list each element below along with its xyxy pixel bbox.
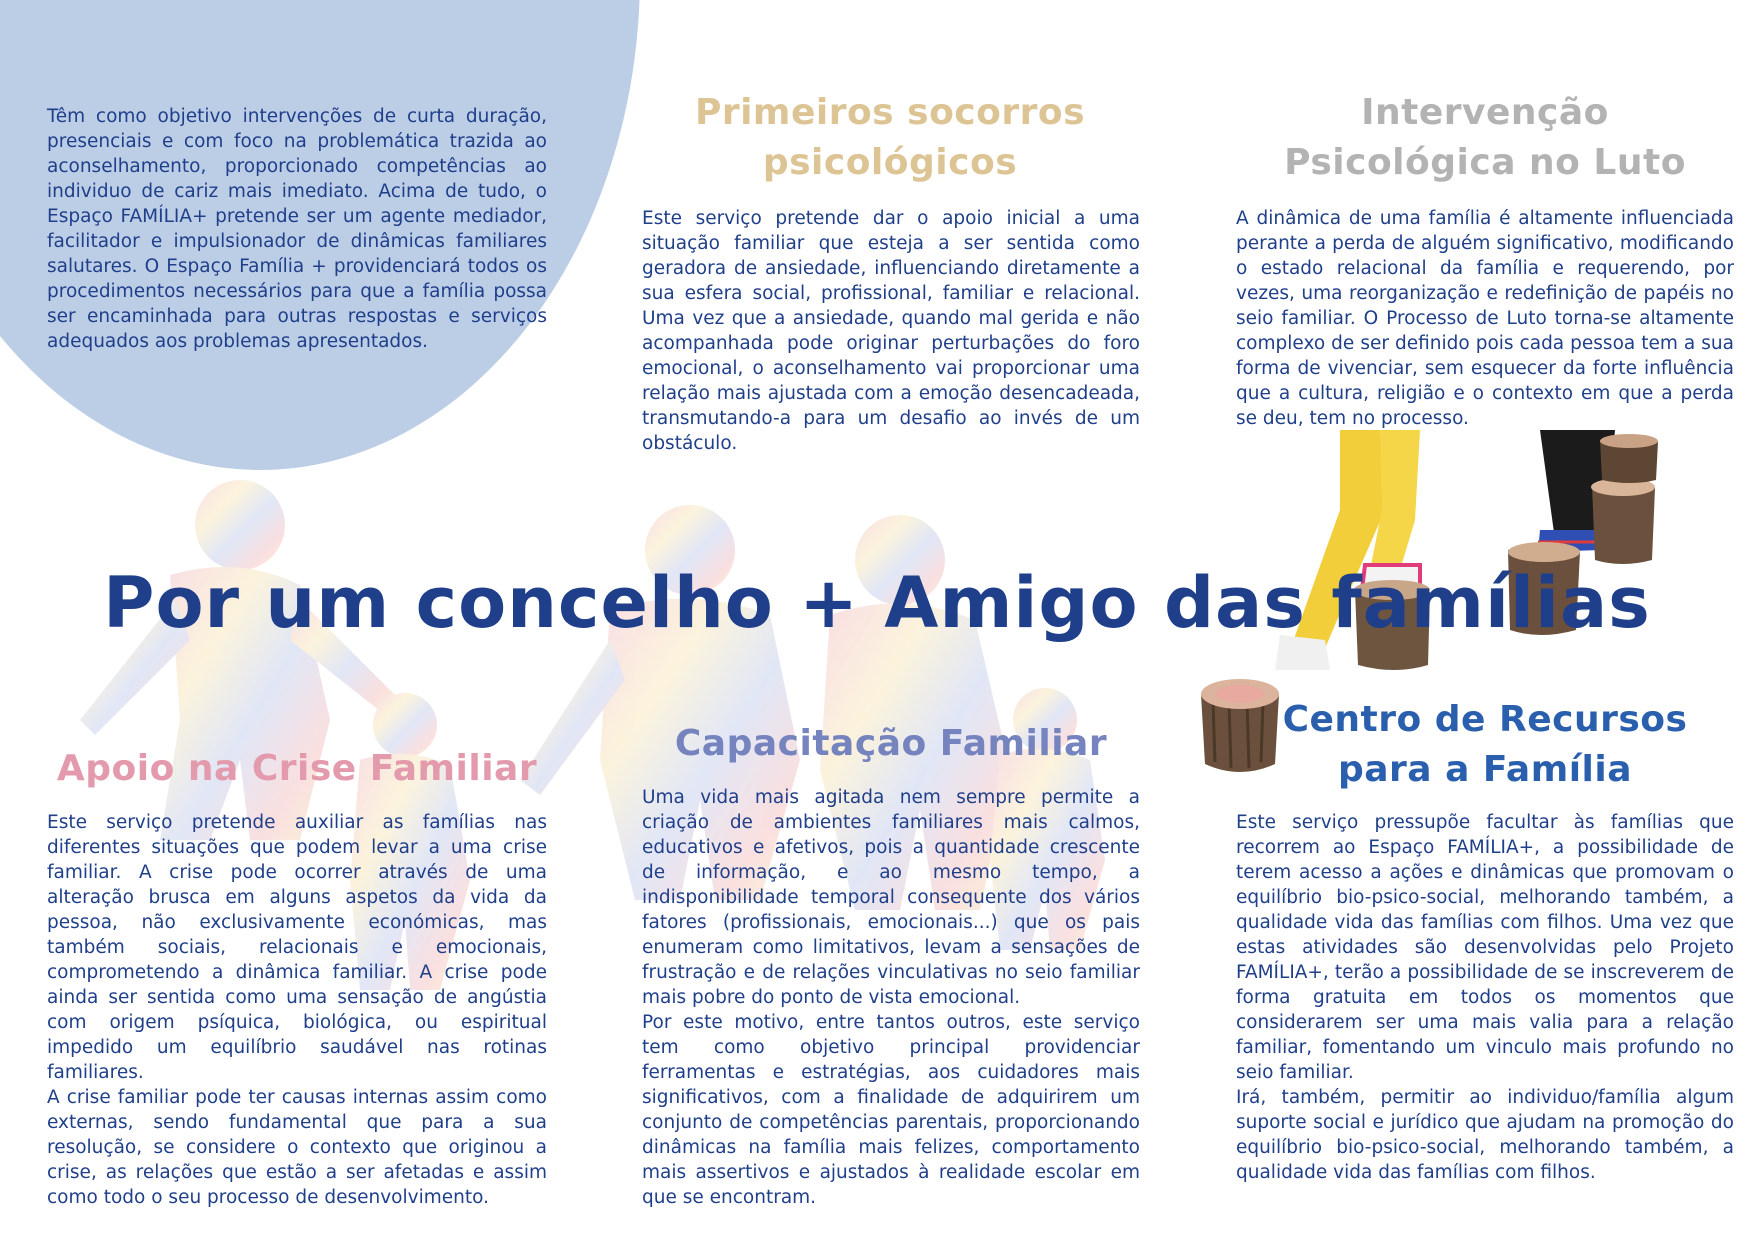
capacitacao-familiar-text [642, 785, 1140, 1210]
heading-line-1: Centro de Recursos [1282, 699, 1688, 740]
centro-paragraph-2: Irá, também, permitir ao individuo/família algum suporte social e jurídico que ajudam na promoção do equilíbrio bio-psico-social, melhorando também, a qualidade vida das famílias com filhos. [1236, 1087, 1734, 1183]
luto-text: A dinâmica de uma família é altamente influenciada perante a perda de alguém significativo, modificando o estado relacional da família e requerendo, por vezes, uma reorganização e redefinição de papéis no seio familiar. O Processo de Luto torna-se altamente complexo de ser definido pois cada pessoa tem a sua forma de vivenciar, sem esquecer da forte influência que a cultura, religião e o contexto em que a perda se deu, tem no processo. [1236, 208, 1734, 429]
crise-paragraph-2: A crise familiar pode ter causas internas assim como externas, sendo fundamental que para a sua resolução, se considere o contexto que originou a crise, as relações que estão a ser afetadas e assim como todo o seu processo de desenvolvimento. [47, 1087, 547, 1208]
heading-crise-familiar: Apoio na Crise Familiar [56, 748, 538, 789]
heading-line-1: Primeiros socorros [694, 92, 1086, 133]
heading-capacitacao-familiar: Capacitação Familiar [674, 723, 1108, 764]
crise-paragraph-1: Este serviço pretende auxiliar as famílias nas diferentes situações que podem levar a uma crise familiar. A crise pode ocorrer através de uma alteração brusca em alguns aspetos da vida da pessoa, não exclusivamente económicas, mas também sociais, relacionais e emocionais, comprometendo a dinâmica familiar. A crise pode ainda ser sentida como uma sensação de angústia com origem psíquica, biológica, ou espiritual impedido um equilíbrio saudável nas rotinas familiares. [47, 812, 547, 1083]
centro-recursos-text [1236, 810, 1734, 1185]
intro-text: Têm como objetivo intervenções de curta duração, presenciais e com foco na problemática trazida ao aconselhamento, proporcionado competências ao individuo de cariz mais imediato. Acima de tudo, o Espaço FAMÍLIA+ pretende ser um agente mediador, facilitador e impulsionador de dinâmicas familiares salutares. O Espaço Família + providenciará todos os procedimentos necessários para que a família possa ser encaminhada para outras respostas e serviços adequados aos problemas apresentados. [47, 106, 547, 352]
heading-line-2: Psicológica no Luto [1284, 142, 1686, 183]
heading-line-1: Intervenção [1361, 92, 1609, 133]
heading-line-2: psicológicos [762, 142, 1018, 183]
heading-luto [1225, 88, 1745, 188]
heading-primeiros-socorros [630, 88, 1150, 188]
main-title: Por um concelho + Amigo das famílias [103, 562, 1651, 644]
capacitacao-paragraph-1: Uma vida mais agitada nem sempre permite a criação de ambientes familiares mais calmos, educativos e afetivos, pois a quantidade crescente de informação, e ao mesmo tempo, a indisponibilidade temporal consequente dos vários fatores (profissionais, emocionais...) que os pais enumeram como limitativos, levam a sensações de frustração e de relações vinculativas no seio familiar mais pobre do ponto de vista emocional. [642, 787, 1140, 1008]
centro-paragraph-1: Este serviço pressupõe facultar às famílias que recorrem ao Espaço FAMÍLIA+, a possibilidade de terem acesso a ações e dinâmicas que promovam o equilíbrio bio-psico-social, melhorando também, a qualidade vida das famílias com filhos. Uma vez que estas atividades são desenvolvidas pelo Projeto FAMÍLIA+, terão a possibilidade de se inscreverem de forma gratuita em todos os momentos que considerarem ser uma mais valia para a relação familiar, fomentando um vinculo mais profundo no seio familiar. [1236, 812, 1734, 1083]
heading-centro-recursos [1236, 695, 1734, 795]
crise-familiar-text [47, 810, 547, 1210]
heading-line-2: para a Família [1337, 749, 1633, 790]
primeiros-socorros-text: Este serviço pretende dar o apoio inicial a uma situação familiar que esteja a ser sentida como geradora de ansiedade, influenciando diretamente a sua esfera social, profissional, familiar e relacional. Uma vez que a ansiedade, quando mal gerida e não acompanhada pode originar perturbações do foro emocional, o aconselhamento vai proporcionar uma relação mais ajustada com a emoção desencadeada, transmutando-a para um desafio ao invés de um obstáculo. [642, 208, 1140, 454]
capacitacao-paragraph-2: Por este motivo, entre tantos outros, este serviço tem como objetivo principal providenciar ferramentas e estratégias, aos cuidadores mais significativos, com a finalidade de adquirirem um conjunto de competências parentais, proporcionando dinâmicas na família mais felizes, comportamento mais assertivos e ajustados à realidade escolar em que se encontram. [642, 1012, 1140, 1208]
